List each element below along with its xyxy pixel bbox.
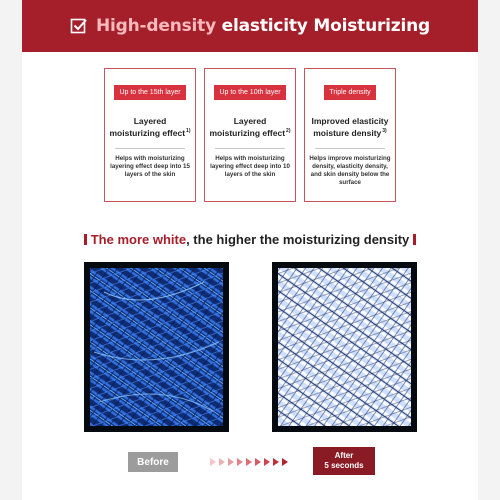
before-label: Before <box>128 452 178 472</box>
feature-card-15th-layer <box>104 68 196 202</box>
title-rest: elasticity Moisturizing <box>215 16 430 36</box>
card-pill: Triple density <box>324 85 375 100</box>
right-margin <box>478 0 500 500</box>
page-title <box>96 16 430 36</box>
feature-card-10th-layer <box>204 68 296 202</box>
card-description: Helps with moisturizing layering effect deep into 15 layers of the skin <box>110 155 190 178</box>
footnote-marker: 2) <box>286 128 291 135</box>
card-divider <box>115 148 185 149</box>
footnote-marker: 1) <box>186 128 191 135</box>
card-title: Layered moisturizing effect$^{1)}$ <box>109 116 191 138</box>
card-description: Helps improve moisturizing density, elasticity density, and skin density below the surface <box>309 155 391 186</box>
before-skin-image <box>84 262 229 432</box>
card-divider <box>215 148 285 149</box>
card-title: Layered moisturizing effect$^{2)}$ <box>209 116 291 138</box>
feature-card-triple-density <box>304 68 396 202</box>
card-divider <box>315 148 385 149</box>
title-highlight: High-density <box>96 16 216 36</box>
subtitle-rest: , the higher the moisturizing density <box>186 232 410 247</box>
card-title: Improved elasticity moisture density$^{3)}$ <box>311 116 389 138</box>
subtitle-highlight: The more white <box>90 232 187 247</box>
subtitle-bar-left <box>84 234 87 245</box>
after-label-line2: 5 seconds <box>324 461 364 470</box>
after-label <box>313 447 375 475</box>
chevron-arrows-icon <box>210 456 294 468</box>
card-pill: Up to the 15th layer <box>114 85 185 100</box>
subtitle-bar-right <box>413 234 416 245</box>
header-banner <box>22 0 478 52</box>
section-subtitle <box>22 232 478 247</box>
check-square-icon <box>70 17 88 35</box>
footnote-marker: 3) <box>382 128 387 135</box>
left-margin <box>0 0 22 500</box>
after-label-line1: After <box>334 451 354 460</box>
feature-cards <box>104 68 396 204</box>
card-description: Helps with moisturizing layering effect deep into 10 layers of the skin <box>210 155 290 178</box>
after-skin-image <box>272 262 417 432</box>
card-pill: Up to the 10th layer <box>214 85 285 100</box>
